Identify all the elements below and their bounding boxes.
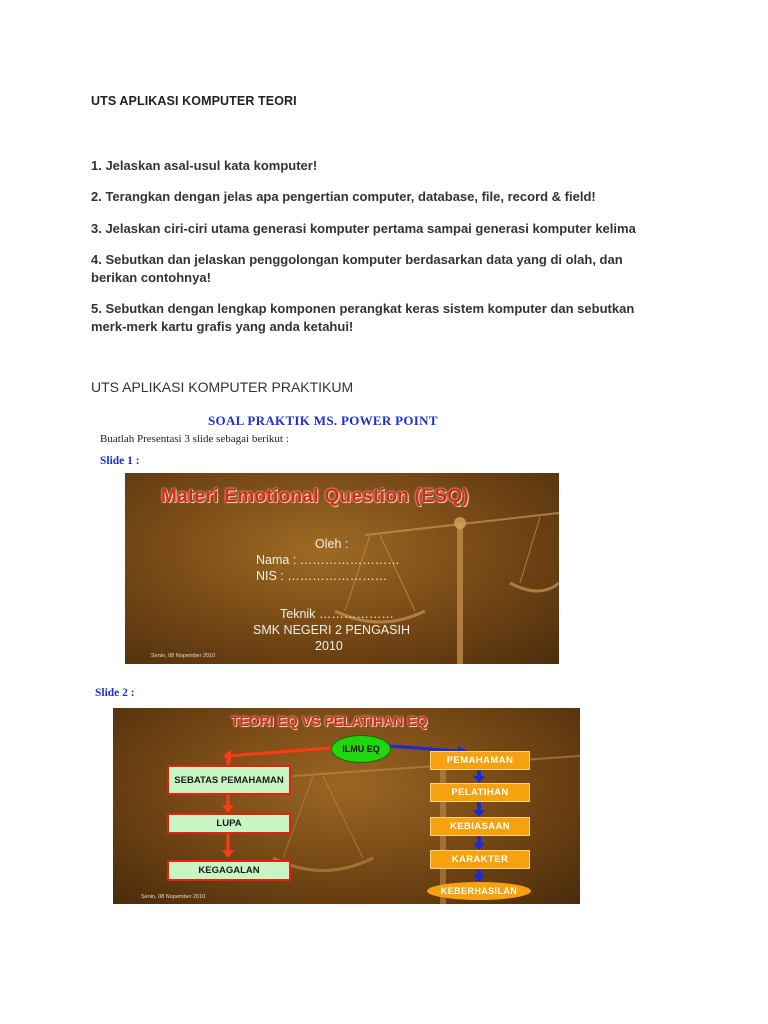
right-box-karakter: KARAKTER [430, 850, 530, 869]
question-2: 2. Terangkan dengan jelas apa pengertian computer, database, file, record & field! [91, 189, 596, 204]
slide2-date: Senin, 08 Nopember 2010 [141, 894, 206, 900]
theory-title: UTS APLIKASI KOMPUTER TEORI [91, 94, 297, 108]
slide1-nama: Nama : …………………… [256, 553, 400, 567]
instruction-text: Buatlah Presentasi 3 slide sebagai berikut : [100, 433, 289, 445]
question-1: 1. Jelaskan asal-usul kata komputer! [91, 158, 318, 173]
slide2-label: Slide 2 : [95, 687, 135, 699]
slide1-year: 2010 [315, 639, 343, 653]
ilmu-eq-node: ILMU EQ [331, 735, 391, 763]
slide1-school: SMK NEGERI 2 PENGASIH [253, 623, 410, 637]
left-box-sebatas: SEBATAS PEMAHAMAN [167, 765, 291, 795]
slide2-image [113, 708, 580, 904]
question-4: 4. Sebutkan dan jelaskan penggolongan komputer berdasarkan data yang di olah, dan berikan contohnya! [91, 252, 623, 285]
question-5: 5. Sebutkan dengan lengkap komponen perangkat keras sistem komputer dan sebutkan merk-merk kartu grafis yang anda ketahui! [91, 301, 635, 334]
practice-title: UTS APLIKASI KOMPUTER PRAKTIKUM [91, 379, 354, 395]
left-box-kegagalan: KEGAGALAN [167, 860, 291, 881]
slide1-date: Senin, 08 Nopember 2010 [151, 653, 216, 659]
slide1-image [125, 473, 559, 664]
slide1-nis: NIS : …………………… [256, 569, 388, 583]
right-box-kebiasaan: KEBIASAAN [430, 817, 530, 836]
left-box-lupa: LUPA [167, 813, 291, 834]
final-oval-keberhasilan: KEBERHASILAN [427, 882, 531, 900]
slide1-teknik: Teknik ……………… [280, 607, 394, 621]
soal-title: SOAL PRAKTIK MS. POWER POINT [208, 413, 438, 428]
slide1-oleh: Oleh : [315, 537, 349, 551]
slide2-title: TEORI EQ VS PELATIHAN EQ [231, 713, 428, 729]
right-box-pelatihan: PELATIHAN [430, 783, 530, 802]
slide1-label: Slide 1 : [100, 455, 140, 467]
question-3: 3. Jelaskan ciri-ciri utama generasi komputer pertama sampai generasi komputer kelima [91, 221, 636, 236]
right-box-pemahaman: PEMAHAMAN [430, 751, 530, 770]
slide1-title: Materi Emotional Question (ESQ) [161, 486, 470, 507]
